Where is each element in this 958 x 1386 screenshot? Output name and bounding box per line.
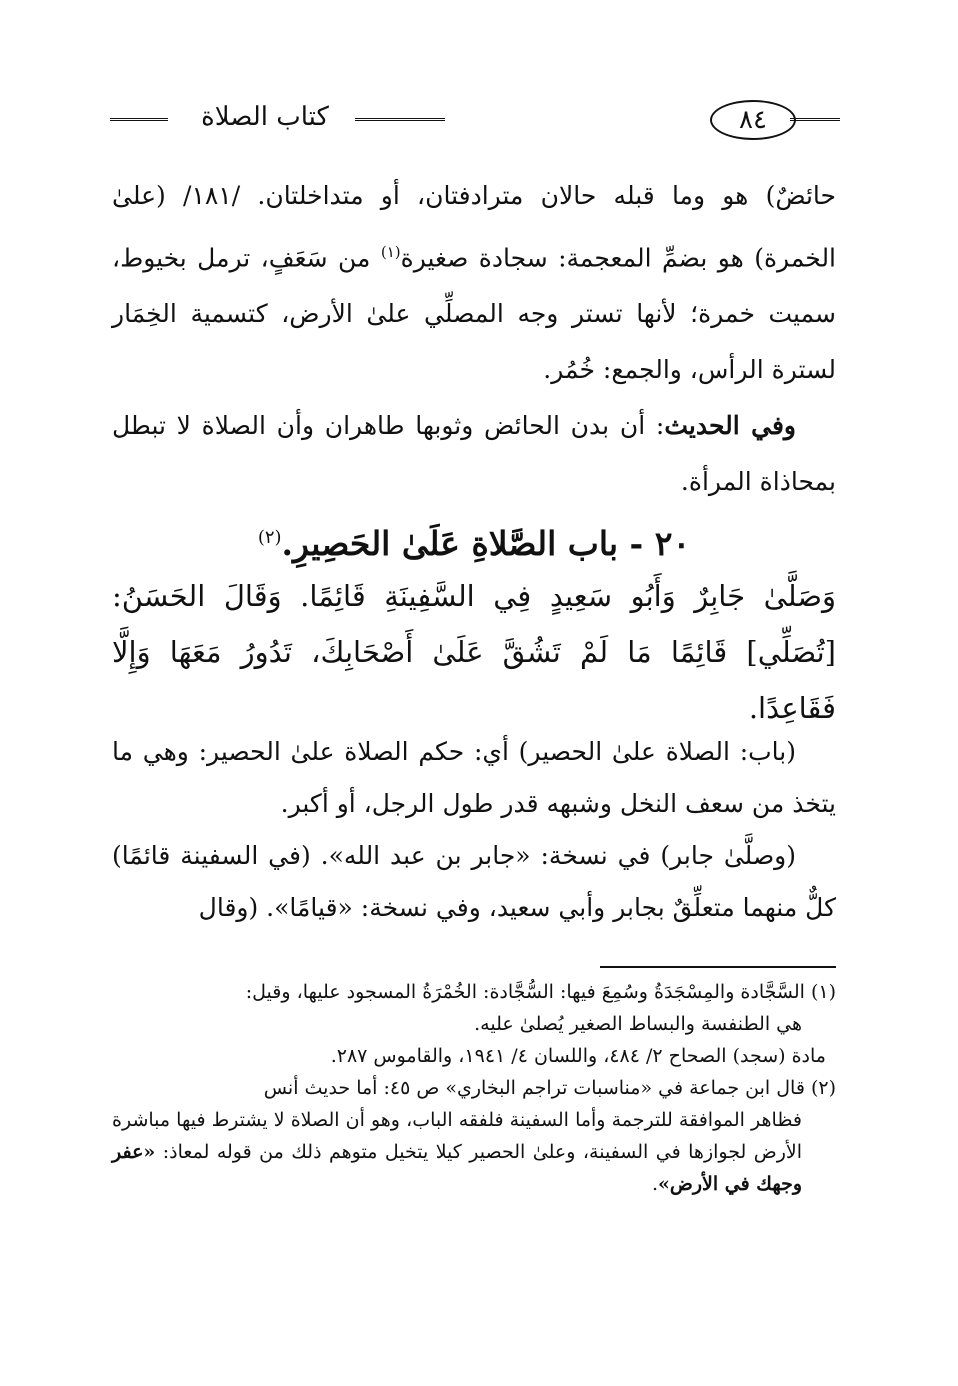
paragraph-2 <box>112 398 836 510</box>
main-text <box>112 168 836 510</box>
paragraph-1-rest: من سَعَفٍ، ترمل بخيوط، سميت خمرة؛ لأنها تستر وجه المصلِّي علىٰ الأرض، كتسمية الخِمَار لسترة الرأس، والجمع: خُمُر. <box>112 243 836 385</box>
header-rule-middle <box>355 118 445 121</box>
footnote-2-lead: (٢) قال ابن جماعة في «مناسبات تراجم البخاري» ص ٤٥: أما حديث أنس <box>263 1077 836 1099</box>
header-rule-left <box>110 118 168 121</box>
footnote-separator <box>600 966 836 968</box>
chapter-heading <box>112 512 836 570</box>
footnote-2-continuation <box>112 1104 836 1200</box>
footnote-2-text: فظاهر الموافقة للترجمة وأما السفينة فلفقه الباب، وهو أن الصلاة لا يشترط فيها مباشرة الأرض لجوازها في السفينة، وعلىٰ الحصير كيلا يتخيل متوهم ذلك من قوله لمعاذ: <box>112 1109 802 1163</box>
page-header <box>110 100 840 140</box>
footnote-1-line-2: هي الطنفسة والبساط الصغير يُصلىٰ عليه. <box>474 1013 802 1035</box>
running-title: كتاب الصلاة <box>201 102 329 132</box>
header-rule-right <box>790 118 840 121</box>
paragraph-2-lead: وفي الحديث <box>664 411 796 441</box>
footnote-2-quote: «عفر وجهك في الأرض» <box>112 1141 802 1195</box>
footnotes <box>112 976 836 1200</box>
commentary-paragraph-1: (باب: الصلاة علىٰ الحصير) أي: حكم الصلاة علىٰ الحصير: وهي ما يتخذ من سعف النخل وشبهه قدر طول الرجل، أو أكبر. <box>112 737 836 818</box>
footnote-2 <box>112 1072 836 1104</box>
page-number: ٨٤ <box>710 100 796 140</box>
commentary-paragraph-2: (وصلَّىٰ جابر) في نسخة: «جابر بن عبد الله». (في السفينة قائمًا) كلٌّ منهما متعلِّقٌ بجابر وأبي سعيد، وفي نسخة: «قيامًا». (وقال <box>112 841 836 922</box>
paragraph-1 <box>112 168 836 398</box>
commentary <box>112 726 836 934</box>
paragraph-2-text: : أن بدن الحائض وثوبها طاهران وأن الصلاة لا تبطل بمحاذاة المرأة. <box>112 411 836 497</box>
footnote-2-end: . <box>651 1173 659 1195</box>
footnote-ref-2: (٢) <box>257 527 282 548</box>
footnote-1-line-3: مادة (سجد) الصحاح ٢/ ٤٨٤، واللسان ٤/ ١٩٤١، والقاموس ٢٨٧. <box>330 1045 826 1067</box>
footnote-ref-1: (١) <box>380 243 401 261</box>
chapter-title: ٢٠ - باب الصَّلاةِ عَلَىٰ الحَصِيرِ. <box>281 524 691 563</box>
paragraph-1-text: حائضٌ) هو وما قبله حالان مترادفتان، أو متداخلتان. /١٨١/ (علىٰ الخمرة) هو بضمِّ المعجمة: سجادة صغيرة <box>112 181 837 273</box>
footnote-1-line-1: (١) السَّجَّادة والمِسْجَدَةُ وسُمِعَ فيها: السُّجَّادة: الخُمْرَةُ المسجود عليها، وقيل: <box>245 981 836 1003</box>
hadith-text: وَصَلَّىٰ جَابِرٌ وَأَبُو سَعِيدٍ فِي السَّفِينَةِ قَائِمًا. وَقَالَ الحَسَنُ: [تُصَلِّي] قَائِمًا مَا لَمْ تَشُقَّ عَلَىٰ أَصْحَابِكَ، تَدُورُ مَعَهَا وَإِلَّا فَقَاعِدًا. <box>112 579 836 725</box>
